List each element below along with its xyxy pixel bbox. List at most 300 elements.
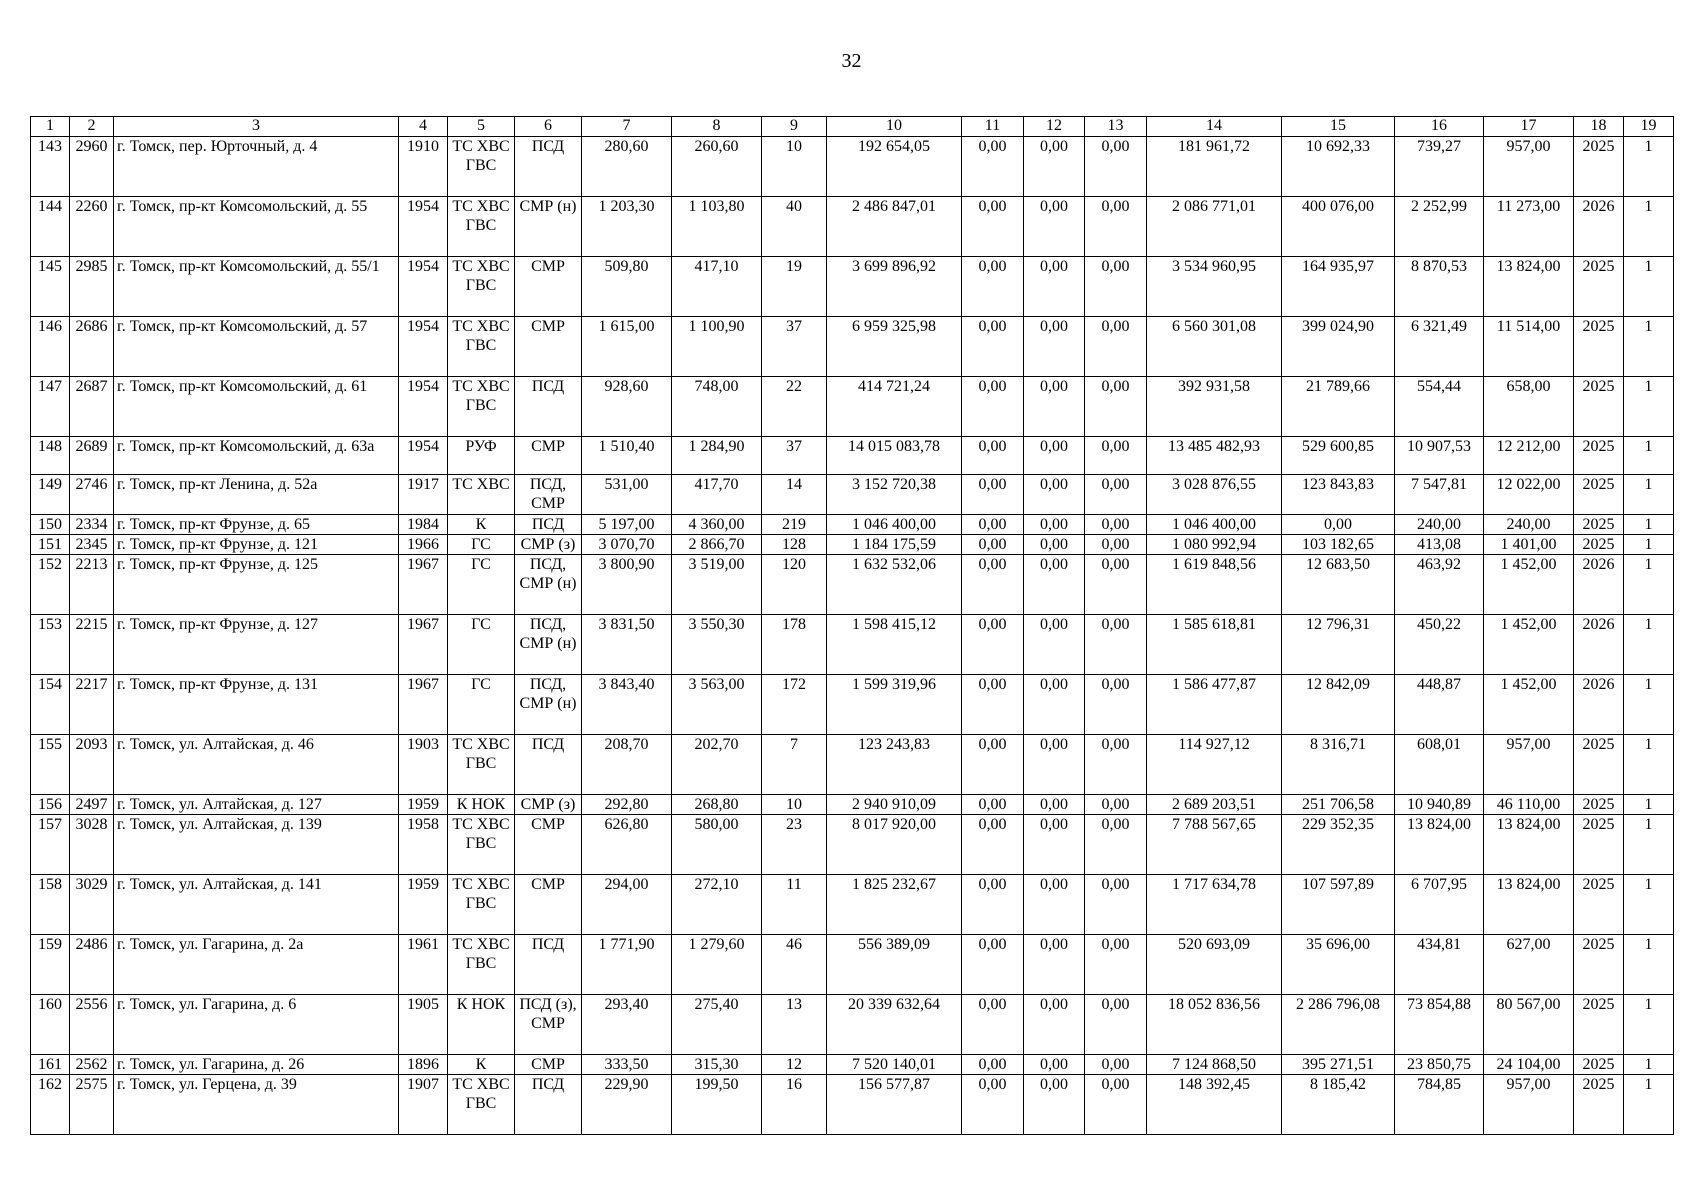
cell-col-17: 1 452,00: [1484, 555, 1574, 615]
cell-col-5: ТС ХВС ГВС: [448, 257, 515, 317]
cell-col-9: 11: [762, 875, 827, 935]
cell-col-11: 0,00: [962, 137, 1024, 197]
cell-col-11: 0,00: [962, 1055, 1024, 1075]
cell-col-16: 8 870,53: [1395, 257, 1484, 317]
cell-col-8: 2 866,70: [672, 535, 762, 555]
cell-col-4: 1959: [399, 795, 448, 815]
cell-col-12: 0,00: [1024, 555, 1085, 615]
column-header-14: 14: [1147, 117, 1282, 137]
table-body: [31, 137, 1674, 1135]
cell-col-1: 149: [31, 475, 70, 515]
cell-col-2: 2486: [70, 935, 114, 995]
cell-col-14: 392 931,58: [1147, 377, 1282, 437]
cell-col-1: 159: [31, 935, 70, 995]
cell-col-13: 0,00: [1085, 377, 1147, 437]
cell-col-13: 0,00: [1085, 795, 1147, 815]
cell-col-13: 0,00: [1085, 1075, 1147, 1135]
cell-col-15: 35 696,00: [1282, 935, 1395, 995]
cell-col-13: 0,00: [1085, 475, 1147, 515]
cell-col-19: 1: [1624, 555, 1674, 615]
cell-col-16: 448,87: [1395, 675, 1484, 735]
cell-col-10: 2 486 847,01: [827, 197, 962, 257]
cell-col-18: 2025: [1574, 515, 1624, 535]
cell-col-1: 146: [31, 317, 70, 377]
cell-col-15: 8 185,42: [1282, 1075, 1395, 1135]
cell-col-11: 0,00: [962, 377, 1024, 437]
cell-col-8: 272,10: [672, 875, 762, 935]
cell-col-11: 0,00: [962, 1075, 1024, 1135]
cell-col-11: 0,00: [962, 515, 1024, 535]
cell-col-4: 1984: [399, 515, 448, 535]
cell-col-13: 0,00: [1085, 615, 1147, 675]
cell-col-4: 1954: [399, 317, 448, 377]
cell-col-4: 1917: [399, 475, 448, 515]
cell-col-8: 580,00: [672, 815, 762, 875]
cell-col-13: 0,00: [1085, 815, 1147, 875]
cell-col-7: 3 800,90: [582, 555, 672, 615]
column-header-16: 16: [1395, 117, 1484, 137]
cell-col-8: 3 550,30: [672, 615, 762, 675]
cell-col-6: СМР: [515, 317, 582, 377]
cell-col-13: 0,00: [1085, 137, 1147, 197]
cell-col-5: ТС ХВС ГВС: [448, 935, 515, 995]
cell-col-12: 0,00: [1024, 735, 1085, 795]
cell-col-1: 150: [31, 515, 70, 535]
cell-col-14: 1 080 992,94: [1147, 535, 1282, 555]
cell-col-10: 14 015 083,78: [827, 437, 962, 475]
cell-col-6: СМР: [515, 257, 582, 317]
cell-col-1: 147: [31, 377, 70, 437]
cell-col-7: 3 831,50: [582, 615, 672, 675]
cell-col-1: 153: [31, 615, 70, 675]
table-row: [31, 257, 1674, 317]
cell-col-5: ТС ХВС ГВС: [448, 815, 515, 875]
cell-col-16: 73 854,88: [1395, 995, 1484, 1055]
cell-col-7: 280,60: [582, 137, 672, 197]
cell-col-3: г. Томск, ул. Алтайская, д. 127: [114, 795, 399, 815]
cell-col-3: г. Томск, ул. Алтайская, д. 46: [114, 735, 399, 795]
cell-col-4: 1967: [399, 615, 448, 675]
cell-col-7: 509,80: [582, 257, 672, 317]
cell-col-12: 0,00: [1024, 935, 1085, 995]
cell-col-9: 178: [762, 615, 827, 675]
cell-col-5: К: [448, 1055, 515, 1075]
cell-col-11: 0,00: [962, 257, 1024, 317]
cell-col-14: 7 124 868,50: [1147, 1055, 1282, 1075]
cell-col-1: 145: [31, 257, 70, 317]
cell-col-3: г. Томск, ул. Гагарина, д. 26: [114, 1055, 399, 1075]
cell-col-2: 2985: [70, 257, 114, 317]
cell-col-3: г. Томск, пр-кт Комсомольский, д. 61: [114, 377, 399, 437]
cell-col-2: 2497: [70, 795, 114, 815]
table-row: [31, 475, 1674, 515]
cell-col-2: 2575: [70, 1075, 114, 1135]
cell-col-1: 158: [31, 875, 70, 935]
cell-col-5: ТС ХВС: [448, 475, 515, 515]
cell-col-3: г. Томск, ул. Алтайская, д. 139: [114, 815, 399, 875]
table-row: [31, 1075, 1674, 1135]
cell-col-15: 251 706,58: [1282, 795, 1395, 815]
cell-col-4: 1954: [399, 197, 448, 257]
cell-col-1: 157: [31, 815, 70, 875]
cell-col-7: 1 203,30: [582, 197, 672, 257]
cell-col-3: г. Томск, пр-кт Комсомольский, д. 55/1: [114, 257, 399, 317]
column-header-13: 13: [1085, 117, 1147, 137]
table-row: [31, 815, 1674, 875]
cell-col-12: 0,00: [1024, 675, 1085, 735]
table-row: [31, 515, 1674, 535]
cell-col-17: 957,00: [1484, 137, 1574, 197]
cell-col-19: 1: [1624, 1055, 1674, 1075]
cell-col-10: 1 184 175,59: [827, 535, 962, 555]
cell-col-16: 554,44: [1395, 377, 1484, 437]
cell-col-3: г. Томск, пр-кт Фрунзе, д. 65: [114, 515, 399, 535]
cell-col-18: 2025: [1574, 995, 1624, 1055]
cell-col-1: 162: [31, 1075, 70, 1135]
cell-col-9: 46: [762, 935, 827, 995]
table-row: [31, 137, 1674, 197]
cell-col-13: 0,00: [1085, 555, 1147, 615]
cell-col-7: 3 843,40: [582, 675, 672, 735]
cell-col-12: 0,00: [1024, 137, 1085, 197]
cell-col-11: 0,00: [962, 815, 1024, 875]
cell-col-11: 0,00: [962, 615, 1024, 675]
cell-col-6: ПСД: [515, 935, 582, 995]
cell-col-7: 531,00: [582, 475, 672, 515]
cell-col-16: 13 824,00: [1395, 815, 1484, 875]
cell-col-5: ГС: [448, 675, 515, 735]
cell-col-9: 19: [762, 257, 827, 317]
cell-col-4: 1907: [399, 1075, 448, 1135]
cell-col-5: ТС ХВС ГВС: [448, 735, 515, 795]
cell-col-15: 400 076,00: [1282, 197, 1395, 257]
cell-col-1: 148: [31, 437, 70, 475]
column-header-8: 8: [672, 117, 762, 137]
cell-col-15: 21 789,66: [1282, 377, 1395, 437]
column-header-7: 7: [582, 117, 672, 137]
cell-col-4: 1954: [399, 377, 448, 437]
table-row: [31, 437, 1674, 475]
cell-col-8: 1 284,90: [672, 437, 762, 475]
cell-col-17: 627,00: [1484, 935, 1574, 995]
cell-col-11: 0,00: [962, 555, 1024, 615]
cell-col-5: ТС ХВС ГВС: [448, 1075, 515, 1135]
cell-col-19: 1: [1624, 197, 1674, 257]
cell-col-8: 260,60: [672, 137, 762, 197]
cell-col-2: 2213: [70, 555, 114, 615]
cell-col-11: 0,00: [962, 995, 1024, 1055]
cell-col-8: 3 519,00: [672, 555, 762, 615]
table-head: [31, 117, 1674, 137]
cell-col-13: 0,00: [1085, 1055, 1147, 1075]
column-header-10: 10: [827, 117, 962, 137]
cell-col-3: г. Томск, пр-кт Фрунзе, д. 131: [114, 675, 399, 735]
cell-col-15: 399 024,90: [1282, 317, 1395, 377]
cell-col-10: 1 046 400,00: [827, 515, 962, 535]
cell-col-6: ПСД, СМР (н): [515, 555, 582, 615]
cell-col-19: 1: [1624, 735, 1674, 795]
cell-col-18: 2025: [1574, 317, 1624, 377]
cell-col-9: 7: [762, 735, 827, 795]
cell-col-9: 10: [762, 795, 827, 815]
cell-col-6: СМР: [515, 815, 582, 875]
cell-col-2: 2093: [70, 735, 114, 795]
cell-col-11: 0,00: [962, 795, 1024, 815]
cell-col-4: 1959: [399, 875, 448, 935]
cell-col-15: 8 316,71: [1282, 735, 1395, 795]
cell-col-14: 13 485 482,93: [1147, 437, 1282, 475]
cell-col-18: 2025: [1574, 137, 1624, 197]
table-row: [31, 1055, 1674, 1075]
column-header-5: 5: [448, 117, 515, 137]
cell-col-19: 1: [1624, 475, 1674, 515]
cell-col-16: 608,01: [1395, 735, 1484, 795]
cell-col-18: 2025: [1574, 1075, 1624, 1135]
cell-col-12: 0,00: [1024, 515, 1085, 535]
cell-col-3: г. Томск, ул. Алтайская, д. 141: [114, 875, 399, 935]
cell-col-7: 3 070,70: [582, 535, 672, 555]
cell-col-6: ПСД: [515, 137, 582, 197]
cell-col-18: 2026: [1574, 675, 1624, 735]
cell-col-1: 143: [31, 137, 70, 197]
cell-col-4: 1966: [399, 535, 448, 555]
cell-col-11: 0,00: [962, 197, 1024, 257]
cell-col-7: 292,80: [582, 795, 672, 815]
cell-col-10: 1 632 532,06: [827, 555, 962, 615]
cell-col-6: ПСД: [515, 377, 582, 437]
cell-col-16: 450,22: [1395, 615, 1484, 675]
cell-col-3: г. Томск, пр-кт Фрунзе, д. 125: [114, 555, 399, 615]
table-row: [31, 197, 1674, 257]
cell-col-17: 11 514,00: [1484, 317, 1574, 377]
cell-col-8: 1 103,80: [672, 197, 762, 257]
cell-col-16: 240,00: [1395, 515, 1484, 535]
cell-col-6: СМР: [515, 437, 582, 475]
cell-col-9: 37: [762, 317, 827, 377]
column-header-15: 15: [1282, 117, 1395, 137]
cell-col-13: 0,00: [1085, 257, 1147, 317]
cell-col-1: 144: [31, 197, 70, 257]
cell-col-9: 120: [762, 555, 827, 615]
cell-col-2: 2960: [70, 137, 114, 197]
cell-col-19: 1: [1624, 815, 1674, 875]
cell-col-9: 172: [762, 675, 827, 735]
column-header-9: 9: [762, 117, 827, 137]
cell-col-14: 3 028 876,55: [1147, 475, 1282, 515]
cell-col-13: 0,00: [1085, 197, 1147, 257]
cell-col-7: 1 510,40: [582, 437, 672, 475]
cell-col-19: 1: [1624, 317, 1674, 377]
cell-col-18: 2025: [1574, 377, 1624, 437]
cell-col-5: ГС: [448, 615, 515, 675]
cell-col-7: 229,90: [582, 1075, 672, 1135]
cell-col-10: 3 699 896,92: [827, 257, 962, 317]
cell-col-10: 3 152 720,38: [827, 475, 962, 515]
cell-col-18: 2025: [1574, 1055, 1624, 1075]
table-row: [31, 995, 1674, 1055]
cell-col-4: 1958: [399, 815, 448, 875]
cell-col-2: 2562: [70, 1055, 114, 1075]
cell-col-19: 1: [1624, 995, 1674, 1055]
cell-col-15: 12 842,09: [1282, 675, 1395, 735]
column-header-3: 3: [114, 117, 399, 137]
cell-col-8: 202,70: [672, 735, 762, 795]
column-header-17: 17: [1484, 117, 1574, 137]
cell-col-11: 0,00: [962, 875, 1024, 935]
cell-col-15: 395 271,51: [1282, 1055, 1395, 1075]
cell-col-15: 103 182,65: [1282, 535, 1395, 555]
column-header-11: 11: [962, 117, 1024, 137]
cell-col-1: 151: [31, 535, 70, 555]
cell-col-5: К: [448, 515, 515, 535]
table-row: [31, 555, 1674, 615]
cell-col-17: 240,00: [1484, 515, 1574, 535]
cell-col-15: 2 286 796,08: [1282, 995, 1395, 1055]
cell-col-15: 0,00: [1282, 515, 1395, 535]
cell-col-2: 2217: [70, 675, 114, 735]
cell-col-4: 1954: [399, 437, 448, 475]
cell-col-12: 0,00: [1024, 615, 1085, 675]
cell-col-14: 2 689 203,51: [1147, 795, 1282, 815]
cell-col-11: 0,00: [962, 437, 1024, 475]
cell-col-16: 2 252,99: [1395, 197, 1484, 257]
cell-col-18: 2026: [1574, 615, 1624, 675]
cell-col-9: 219: [762, 515, 827, 535]
cell-col-8: 417,70: [672, 475, 762, 515]
cell-col-19: 1: [1624, 377, 1674, 437]
cell-col-18: 2025: [1574, 875, 1624, 935]
column-header-12: 12: [1024, 117, 1085, 137]
cell-col-14: 1 046 400,00: [1147, 515, 1282, 535]
cell-col-2: 2689: [70, 437, 114, 475]
cell-col-17: 12 212,00: [1484, 437, 1574, 475]
cell-col-17: 957,00: [1484, 1075, 1574, 1135]
cell-col-16: 7 547,81: [1395, 475, 1484, 515]
cell-col-14: 1 586 477,87: [1147, 675, 1282, 735]
table-row: [31, 735, 1674, 795]
cell-col-14: 2 086 771,01: [1147, 197, 1282, 257]
cell-col-10: 123 243,83: [827, 735, 962, 795]
cell-col-14: 1 619 848,56: [1147, 555, 1282, 615]
cell-col-9: 37: [762, 437, 827, 475]
cell-col-6: СМР (н): [515, 197, 582, 257]
cell-col-1: 160: [31, 995, 70, 1055]
cell-col-1: 156: [31, 795, 70, 815]
cell-col-18: 2025: [1574, 735, 1624, 795]
cell-col-12: 0,00: [1024, 1055, 1085, 1075]
cell-col-8: 1 100,90: [672, 317, 762, 377]
page-number: 32: [841, 50, 862, 72]
cell-col-9: 23: [762, 815, 827, 875]
cell-col-8: 275,40: [672, 995, 762, 1055]
cell-col-8: 3 563,00: [672, 675, 762, 735]
cell-col-10: 414 721,24: [827, 377, 962, 437]
cell-col-10: 1 825 232,67: [827, 875, 962, 935]
cell-col-18: 2025: [1574, 535, 1624, 555]
cell-col-4: 1954: [399, 257, 448, 317]
cell-col-1: 154: [31, 675, 70, 735]
cell-col-17: 13 824,00: [1484, 815, 1574, 875]
cell-col-4: 1903: [399, 735, 448, 795]
cell-col-14: 520 693,09: [1147, 935, 1282, 995]
cell-col-3: г. Томск, пр-кт Фрунзе, д. 127: [114, 615, 399, 675]
cell-col-16: 6 321,49: [1395, 317, 1484, 377]
cell-col-10: 8 017 920,00: [827, 815, 962, 875]
cell-col-14: 181 961,72: [1147, 137, 1282, 197]
cell-col-19: 1: [1624, 675, 1674, 735]
cell-col-12: 0,00: [1024, 1075, 1085, 1135]
cell-col-12: 0,00: [1024, 317, 1085, 377]
cell-col-8: 1 279,60: [672, 935, 762, 995]
column-header-2: 2: [70, 117, 114, 137]
column-header-6: 6: [515, 117, 582, 137]
table-row: [31, 377, 1674, 437]
cell-col-17: 1 452,00: [1484, 615, 1574, 675]
cell-col-3: г. Томск, пр-кт Комсомольский, д. 57: [114, 317, 399, 377]
cell-col-18: 2025: [1574, 795, 1624, 815]
cell-col-5: ТС ХВС ГВС: [448, 197, 515, 257]
cell-col-10: 156 577,87: [827, 1075, 962, 1135]
cell-col-16: 784,85: [1395, 1075, 1484, 1135]
table-row: [31, 875, 1674, 935]
cell-col-17: 46 110,00: [1484, 795, 1574, 815]
cell-col-13: 0,00: [1085, 535, 1147, 555]
cell-col-18: 2025: [1574, 437, 1624, 475]
table-header-row: [31, 117, 1674, 137]
cell-col-13: 0,00: [1085, 875, 1147, 935]
cell-col-10: 1 598 415,12: [827, 615, 962, 675]
table-row: [31, 935, 1674, 995]
cell-col-6: ПСД, СМР (н): [515, 615, 582, 675]
cell-col-13: 0,00: [1085, 995, 1147, 1055]
cell-col-14: 18 052 836,56: [1147, 995, 1282, 1055]
cell-col-11: 0,00: [962, 317, 1024, 377]
cell-col-13: 0,00: [1085, 735, 1147, 795]
column-header-4: 4: [399, 117, 448, 137]
cell-col-6: ПСД: [515, 735, 582, 795]
cell-col-11: 0,00: [962, 935, 1024, 995]
table-row: [31, 317, 1674, 377]
cell-col-16: 413,08: [1395, 535, 1484, 555]
cell-col-8: 4 360,00: [672, 515, 762, 535]
cell-col-18: 2025: [1574, 475, 1624, 515]
cell-col-15: 123 843,83: [1282, 475, 1395, 515]
cell-col-15: 12 796,31: [1282, 615, 1395, 675]
cell-col-14: 3 534 960,95: [1147, 257, 1282, 317]
cell-col-12: 0,00: [1024, 437, 1085, 475]
cell-col-18: 2026: [1574, 197, 1624, 257]
cell-col-16: 6 707,95: [1395, 875, 1484, 935]
cell-col-19: 1: [1624, 935, 1674, 995]
cell-col-14: 7 788 567,65: [1147, 815, 1282, 875]
table-row: [31, 675, 1674, 735]
column-header-18: 18: [1574, 117, 1624, 137]
cell-col-6: ПСД: [515, 1075, 582, 1135]
cell-col-5: К НОК: [448, 795, 515, 815]
cell-col-11: 0,00: [962, 475, 1024, 515]
cell-col-13: 0,00: [1085, 515, 1147, 535]
cell-col-16: 10 940,89: [1395, 795, 1484, 815]
cell-col-12: 0,00: [1024, 875, 1085, 935]
cell-col-4: 1910: [399, 137, 448, 197]
cell-col-11: 0,00: [962, 735, 1024, 795]
cell-col-9: 10: [762, 137, 827, 197]
cell-col-7: 1 771,90: [582, 935, 672, 995]
cell-col-17: 957,00: [1484, 735, 1574, 795]
cell-col-3: г. Томск, пр-кт Комсомольский, д. 63а: [114, 437, 399, 475]
column-header-1: 1: [31, 117, 70, 137]
cell-col-2: 2215: [70, 615, 114, 675]
